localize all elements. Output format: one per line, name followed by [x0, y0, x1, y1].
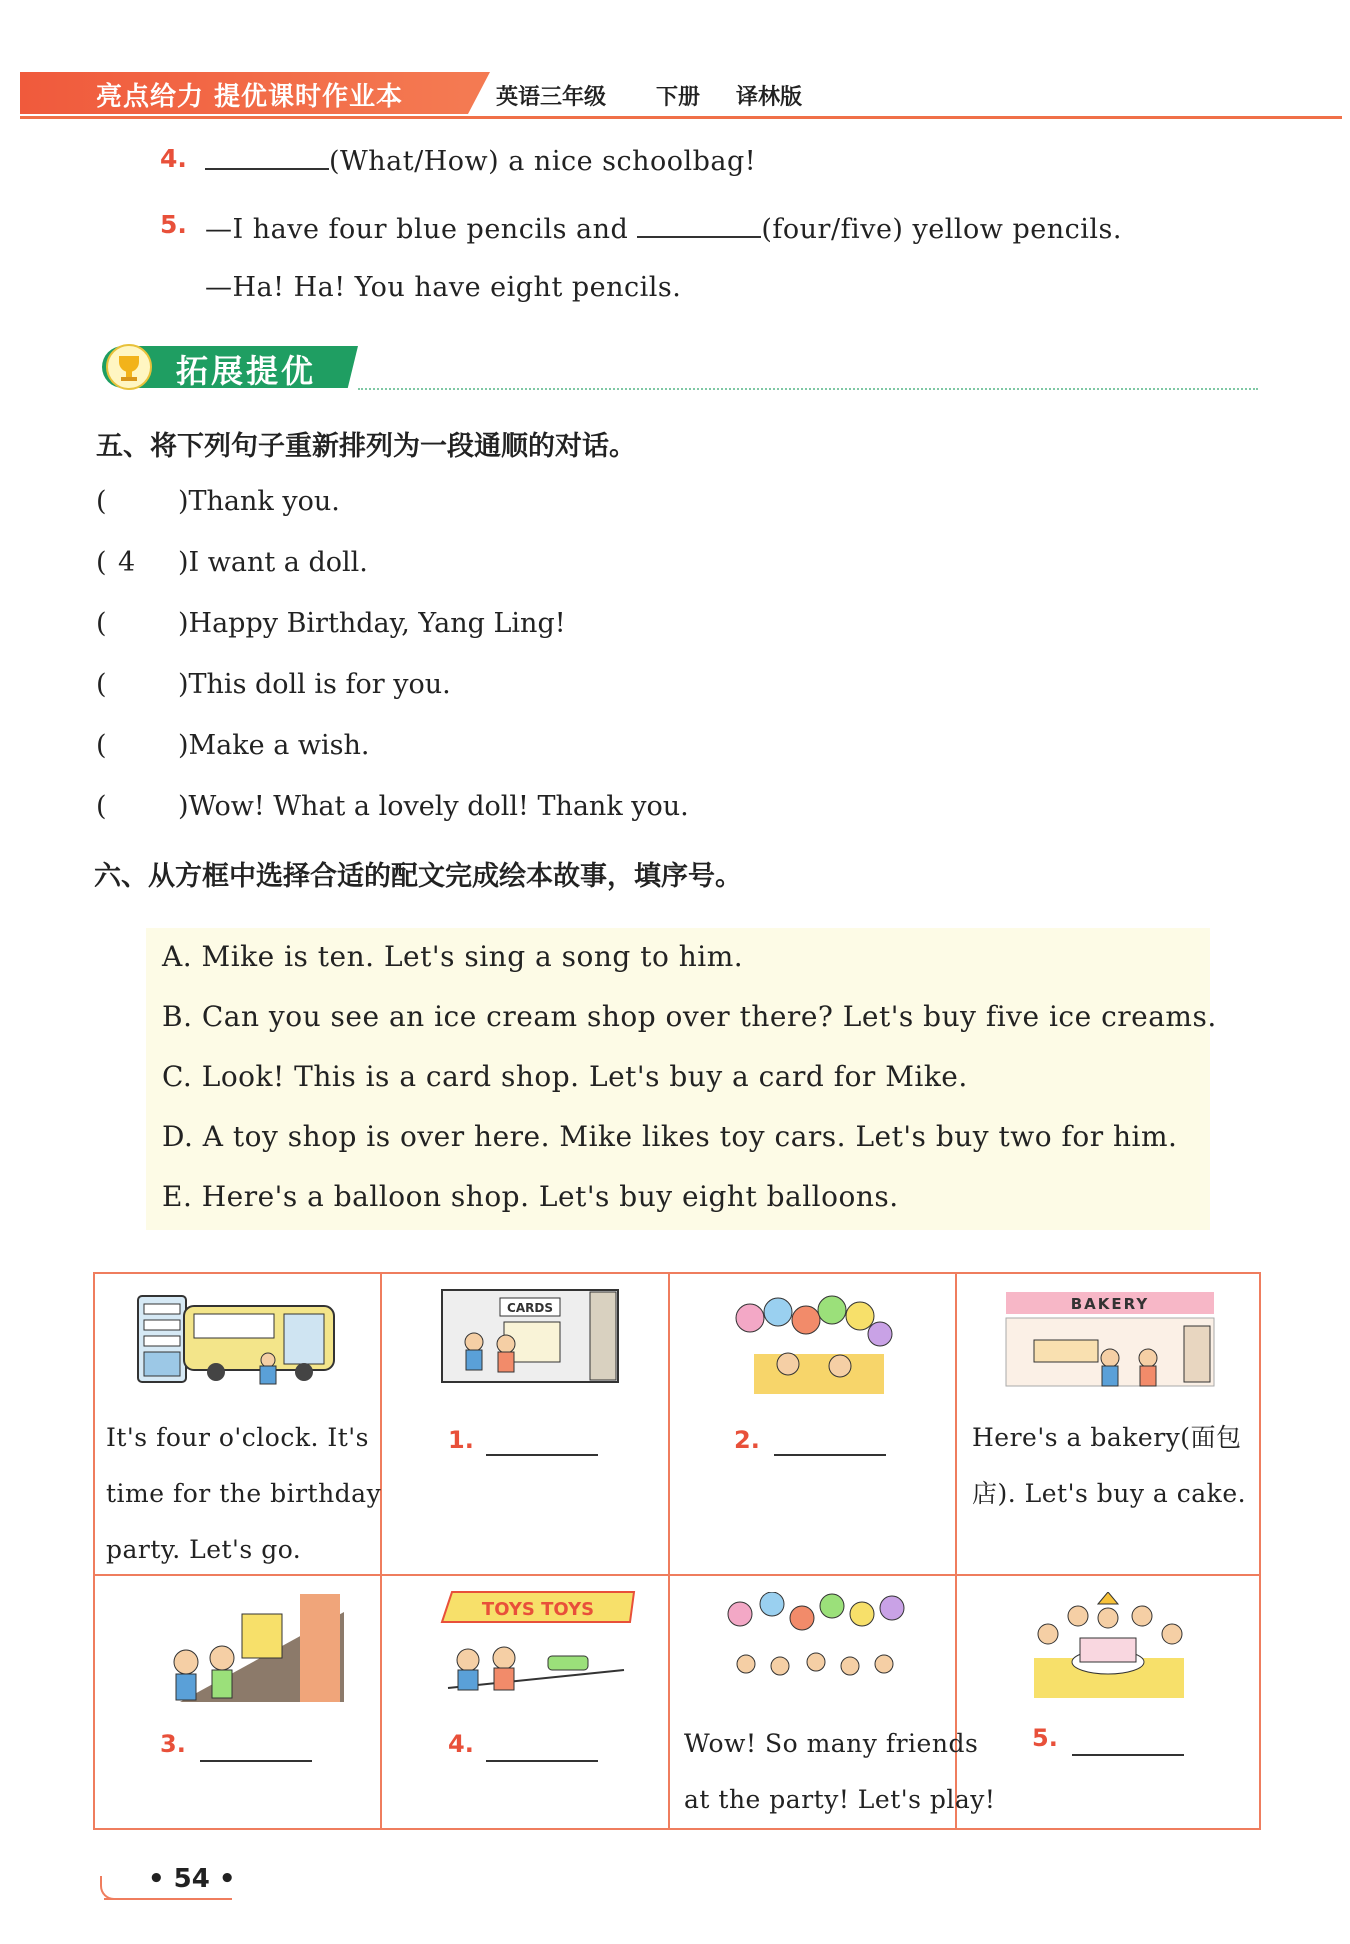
dialogue-text: )I want a doll. — [178, 547, 368, 578]
caption-line: Wow! So many friends — [684, 1729, 979, 1758]
answer-blank[interactable] — [774, 1452, 886, 1456]
dialogue-text: )This doll is for you. — [178, 669, 451, 700]
cell-4-caption — [972, 1410, 1246, 1522]
section-divider — [358, 388, 1258, 390]
cell-5-number: 3. — [160, 1730, 186, 1758]
dialogue-item: ( )Make a wish. — [96, 730, 370, 761]
page-number: • 54 • — [148, 1864, 236, 1894]
header-volume: 下册 — [656, 85, 701, 110]
cell-8-number: 5. — [1032, 1724, 1058, 1752]
grid-divider — [668, 1272, 670, 1830]
option-c: C. Look! This is a card shop. Let's buy a card for Mike. — [162, 1060, 968, 1093]
question-5-before: —I have four blue pencils and — [205, 214, 629, 245]
cell-6-number: 4. — [448, 1730, 474, 1758]
bus-illustration — [136, 1290, 340, 1390]
question-4-text: (What/How) a nice schoolbag! — [329, 146, 757, 177]
answer-blank[interactable] — [1072, 1752, 1184, 1756]
question-number: 4. — [160, 144, 187, 173]
caption-line: time for the birthday — [106, 1479, 382, 1508]
ice-cream-illustration — [150, 1592, 344, 1704]
bakery-sign: BAKERY — [1070, 1295, 1150, 1313]
book-title: 亮点给力 提优课时作业本 — [96, 82, 404, 112]
section5-title: 五、将下列句子重新排列为一段通顺的对话。 — [96, 431, 636, 462]
answer-blank[interactable] — [486, 1452, 598, 1456]
option-a: A. Mike is ten. Let's sing a song to him. — [162, 940, 744, 973]
section6-title: 六、从方框中选择合适的配文完成绘本故事，填序号。 — [94, 861, 742, 892]
dialogue-item: ( )Thank you. — [96, 486, 340, 517]
caption-line: It's four o'clock. It's — [106, 1423, 370, 1452]
header-rule — [20, 116, 1342, 119]
toys-sign: TOYS TOYS — [481, 1599, 595, 1620]
cell-3-number: 2. — [734, 1426, 760, 1454]
question-4 — [205, 142, 756, 177]
question-5 — [205, 210, 1122, 245]
bakery-illustration — [1004, 1290, 1216, 1394]
dialogue-text: )Happy Birthday, Yang Ling! — [178, 608, 566, 639]
caption-line: party. Let's go. — [106, 1535, 302, 1564]
card-shop-illustration — [440, 1288, 620, 1388]
caption-line: at the party! Let's play! — [684, 1785, 996, 1814]
answer-blank[interactable] — [637, 210, 761, 238]
option-e: E. Here's a balloon shop. Let's buy eight balloons. — [162, 1180, 899, 1213]
question-5-after: (four/five) yellow pencils. — [761, 214, 1122, 245]
answer-blank[interactable] — [200, 1758, 312, 1762]
cell-1-caption — [106, 1410, 381, 1578]
page-number-rule — [104, 1898, 232, 1900]
question-5-reply: —Ha! Ha! You have eight pencils. — [205, 272, 682, 303]
section-banner-label: 拓展提优 — [176, 352, 317, 390]
birthday-cake-illustration — [1018, 1592, 1194, 1700]
order-answer[interactable]: 4 — [117, 547, 136, 578]
answer-blank[interactable] — [205, 142, 329, 170]
balloon-shop-illustration — [728, 1290, 898, 1396]
option-b: B. Can you see an ice cream shop over there? Let's buy five ice creams. — [162, 1000, 1217, 1033]
dialogue-item: ( 4 )I want a doll. — [96, 547, 368, 578]
dialogue-text: )Wow! What a lovely doll! Thank you. — [178, 791, 689, 822]
trophy-icon — [104, 344, 154, 390]
toy-shop-illustration — [438, 1590, 638, 1706]
answer-blank[interactable] — [486, 1758, 598, 1762]
header-edition: 译林版 — [736, 85, 803, 110]
cell-7-caption — [684, 1716, 995, 1828]
header-banner-tip — [468, 72, 490, 114]
caption-line: 店). Let's buy a cake. — [972, 1479, 1247, 1508]
party-friends-illustration — [716, 1592, 916, 1704]
header-subject: 英语三年级 — [496, 85, 607, 110]
page-number-decoration — [100, 1876, 124, 1900]
dialogue-item: ( )Wow! What a lovely doll! Thank you. — [96, 791, 689, 822]
cards-sign: CARDS — [507, 1301, 553, 1315]
dialogue-text: )Make a wish. — [178, 730, 370, 761]
dialogue-text: )Thank you. — [178, 486, 340, 517]
cell-2-number: 1. — [448, 1426, 474, 1454]
dialogue-item: ( )This doll is for you. — [96, 669, 451, 700]
caption-line: Here's a bakery(面包 — [972, 1423, 1242, 1452]
option-d: D. A toy shop is over here. Mike likes toy cars. Let's buy two for him. — [162, 1120, 1178, 1153]
dialogue-item: ( )Happy Birthday, Yang Ling! — [96, 608, 566, 639]
question-number: 5. — [160, 210, 187, 239]
